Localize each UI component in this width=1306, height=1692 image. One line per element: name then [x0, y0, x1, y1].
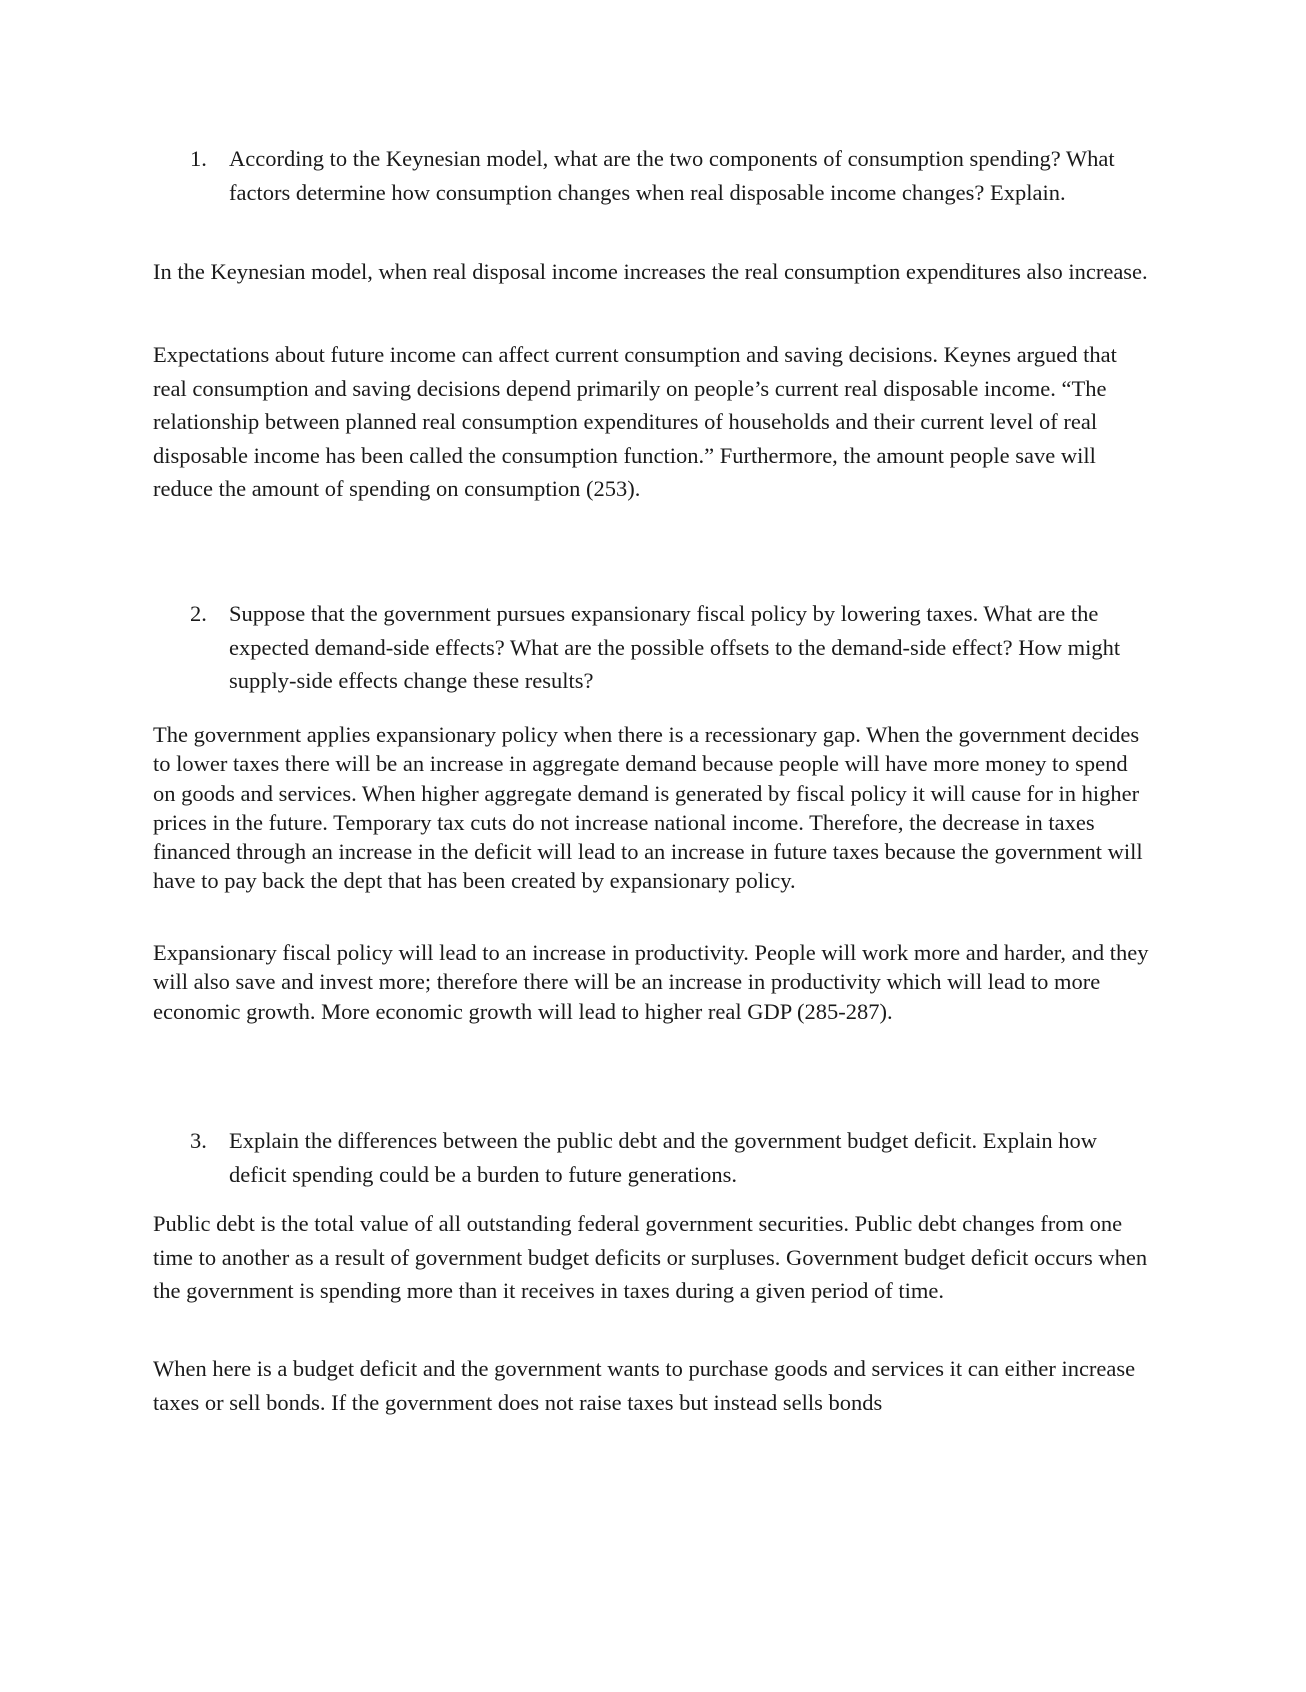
question-3 [153, 1124, 1153, 1192]
answer-paragraph: The government applies expansionary policy when there is a recessionary gap. When the government decides to lower taxes there will be an increase in aggregate demand because people will have more money to spend on goods and services. When higher aggregate demand is generated by fiscal policy it will cause for in higher prices in the future. Temporary tax cuts do not increase national income. Therefore, the decrease in taxes financed through an increase in the deficit will lead to an increase in future taxes because the government will have to pay back the dept that has been created by expansionary policy. [153, 722, 1143, 894]
question-prompt: Suppose that the government pursues expansionary fiscal policy by lowering taxes. What are the expected demand-side effects? What are the possible offsets to the demand-side effect? How might supply-side effects change these results? [229, 601, 1121, 693]
question-1 [153, 142, 1153, 244]
question-2 [153, 597, 1153, 699]
answer-paragraph: Expansionary fiscal policy will lead to an increase in productivity. People will work more and harder, and they will also save and invest more; therefore there will be an increase in productivity which will lead to more economic growth. More economic growth will lead to higher real GDP (285-287). [153, 940, 1149, 1024]
answer-paragraph: Expectations about future income can affect current consumption and saving decisions. Keynes argued that real consumption and saving decisions depend primarily on people’s current real disposable income. “The relationship between planned real consumption expenditures of households and their current level of real disposable income has been called the consumption function.” Furthermore, the amount people save will reduce the amount of spending on consumption (253). [153, 342, 1117, 501]
question-number: 2. [190, 601, 207, 626]
question-prompt: According to the Keynesian model, what are the two components of consumption spending? What factors determine how consumption changes when real disposable income changes? Explain. [229, 146, 1115, 205]
question-number: 3. [190, 1128, 207, 1153]
answer-paragraph: In the Keynesian model, when real disposal income increases the real consumption expenditures also increase. [153, 259, 1148, 284]
answer-paragraph: When here is a budget deficit and the government wants to purchase goods and services it can either increase taxes or sell bonds. If the government does not raise taxes but instead sells bonds [153, 1356, 1136, 1415]
answer-paragraph: Public debt is the total value of all outstanding federal government securities. Public debt changes from one time to another as a result of government budget deficits or surpluses. Government budget deficit occurs when the government is spending more than it receives in taxes during a given period of time. [153, 1211, 1148, 1303]
question-number: 1. [190, 146, 207, 171]
question-prompt: Explain the differences between the public debt and the government budget deficit. Explain how deficit spending could be a burden to future generations. [229, 1128, 1098, 1187]
